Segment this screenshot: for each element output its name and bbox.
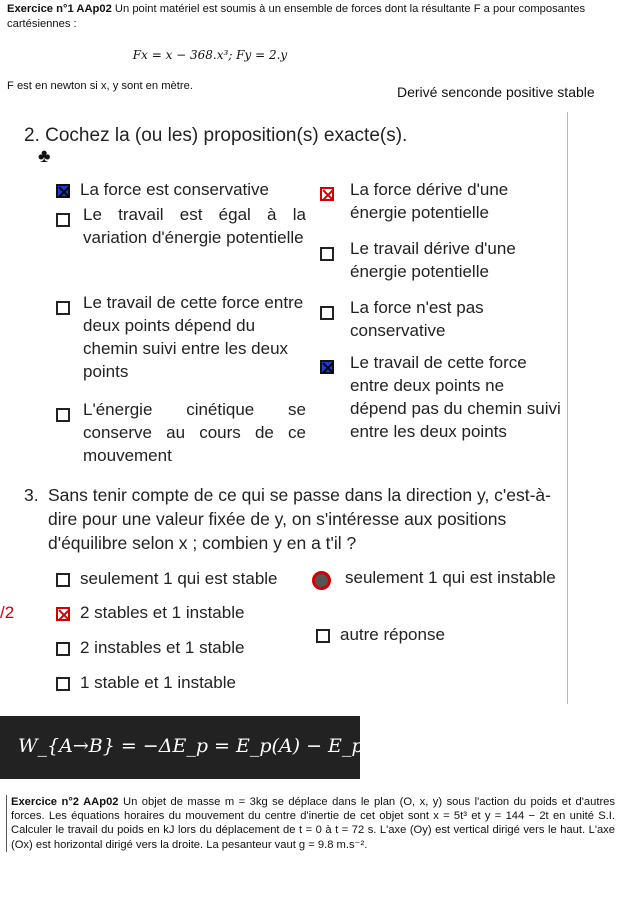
question-2-number: 2. xyxy=(24,125,40,146)
question-2-title xyxy=(24,125,407,147)
q3-option-2-stable-1-unstable[interactable]: 2 stables et 1 instable xyxy=(56,601,244,624)
q2-option-not-conservative[interactable]: La force n'est pas conservative xyxy=(320,296,565,342)
checkbox-icon[interactable] xyxy=(316,629,330,643)
q3-option-2-unstable-1-stable[interactable]: 2 instables et 1 stable xyxy=(56,636,244,659)
checkbox-checked-icon[interactable] xyxy=(56,184,70,198)
checkbox-icon[interactable] xyxy=(56,408,70,422)
exercise-1-statement xyxy=(7,2,622,32)
question-2-text: Cochez la (ou les) proposition(s) exacte(s). xyxy=(45,125,408,146)
q2-option-work-depends-path[interactable]: Le travail de cette force entre deux points dépend du chemin suivi entre les deux points xyxy=(56,291,308,383)
q2-option-force-derives-potential[interactable]: La force dérive d'une énergie potentielle xyxy=(320,178,565,224)
club-symbol: ♣ xyxy=(38,146,51,167)
checkbox-icon[interactable] xyxy=(56,213,70,227)
exercise-1-text: Un point matériel est soumis à un ensemble de forces dont la résultante F a pour composantes cartésiennes : xyxy=(7,3,586,30)
score-label: /2 xyxy=(0,603,15,622)
checkbox-marked-red-icon[interactable] xyxy=(320,187,334,201)
question-3-number: 3. xyxy=(24,485,39,505)
q2-option-work-equals-potential[interactable]: Le travail est égal à la variation d'énergie potentielle xyxy=(56,203,306,249)
force-components-equation: Fx = x − 368.x³; Fy = 2.y xyxy=(132,48,288,62)
exercise-2-statement xyxy=(6,795,615,852)
exercise-2-text: Un objet de masse m = 3kg se déplace dans le plan (O, x, y) sous l'action du poids et d'autres forces. Les équations horaires du mouvement du centre d'inertie de cet objet sont x = 5t³ et y = 144 − 2t en unité S.I. Calculer le travail du poids en kJ lors du déplacement de t = 0 à t = 72 s. L'axe (Oy) est vertical dirigé vers le haut. L'axe (Ox) est horizontal dirigé vers la droite. La pesanteur vaut g = 9.8 m.s⁻². xyxy=(11,796,615,851)
q3-option-1-stable[interactable]: seulement 1 qui est stable xyxy=(56,567,278,590)
checkbox-checked-icon[interactable] xyxy=(320,360,334,374)
q3-option-1-unstable[interactable]: seulement 1 qui est instable xyxy=(312,566,564,589)
q3-option-other[interactable]: autre réponse xyxy=(316,623,445,646)
handwritten-note: Derivé senconde positive stable xyxy=(397,84,595,100)
q3-option-1-stable-1-unstable[interactable]: 1 stable et 1 instable xyxy=(56,671,236,694)
exercise-1-label: Exercice n°1 AAp02 xyxy=(7,3,112,15)
work-potential-formula: W_{A→B} = −ΔE_p = E_p(A) − E_p(B) xyxy=(18,735,393,757)
q2-option-conservative[interactable]: La force est conservative xyxy=(56,178,306,201)
filled-radio-icon[interactable] xyxy=(312,571,331,590)
q2-option-kinetic-energy-conserved[interactable]: L'énergie cinétique se conserve au cours de ce mouvement xyxy=(56,398,306,467)
question-3-title: 3. Sans tenir compte de ce qui se passe dans la direction y, c'est-à-dire pour une valeur fixée de y, on s'intéresse aux positions d'équilibre selon x ; combien y en a t'il ? xyxy=(24,485,551,553)
exercise-2-label: Exercice n°2 AAp02 xyxy=(11,796,119,808)
checkbox-icon[interactable] xyxy=(320,247,334,261)
checkbox-icon[interactable] xyxy=(56,642,70,656)
checkbox-icon[interactable] xyxy=(56,301,70,315)
checkbox-icon[interactable] xyxy=(56,677,70,691)
q2-option-work-derives-potential[interactable]: Le travail dérive d'une énergie potentielle xyxy=(320,237,565,283)
unit-note: F est en newton si x, y sont en mètre. xyxy=(7,80,193,92)
q2-option-work-independent-path[interactable]: Le travail de cette force entre deux points ne dépend pas du chemin suivi entre les deux points xyxy=(320,351,565,443)
checkbox-marked-red-icon[interactable] xyxy=(56,607,70,621)
checkbox-icon[interactable] xyxy=(56,573,70,587)
checkbox-icon[interactable] xyxy=(320,306,334,320)
